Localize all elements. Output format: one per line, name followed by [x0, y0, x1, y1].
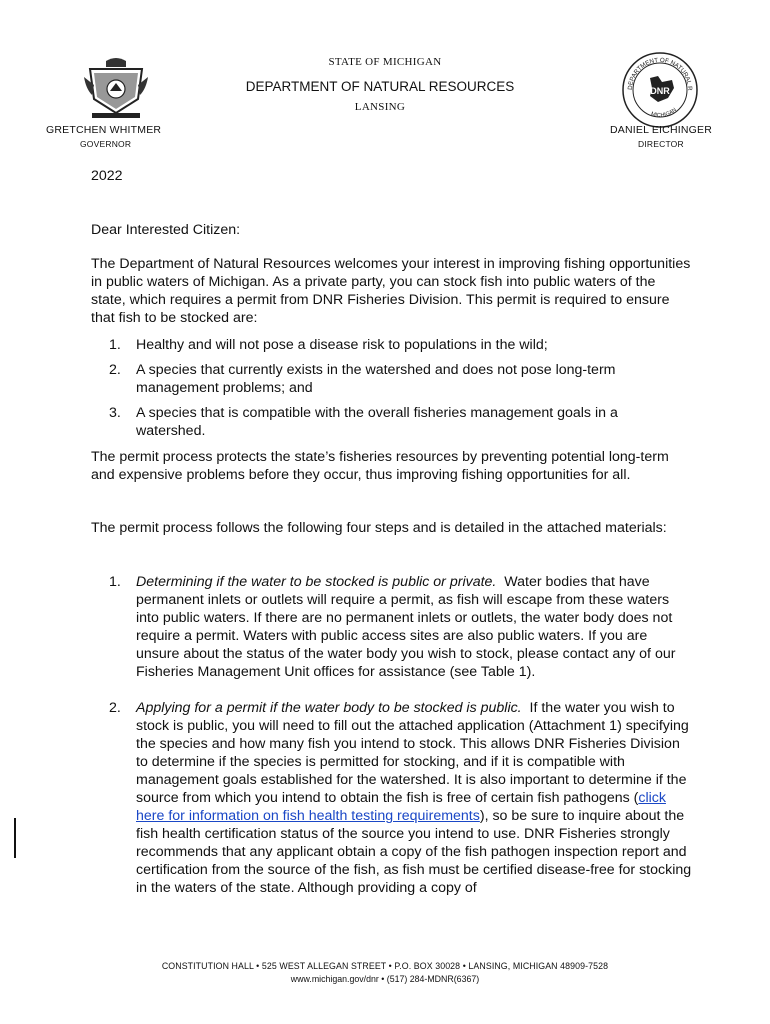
list-item: [109, 336, 689, 354]
intro-paragraph: The Department of Natural Resources welcomes your interest in improving fishing opportunities in public waters of Michigan. As a private party, you can stock fish into public waters of the state, which requires a permit from DNR Fisheries Division. This permit is required to ensure that fish to be stocked are:: [91, 256, 691, 326]
revision-bar: [14, 818, 16, 858]
fish-health-link[interactable]: click here for information on fish health testing requirements: [136, 790, 666, 824]
state-heading: STATE OF MICHIGAN: [328, 56, 442, 68]
svg-text:MICHIGAN: [650, 107, 678, 119]
list-item: [109, 361, 689, 397]
step-item: [109, 573, 694, 681]
seal-center-text: DNR: [650, 86, 670, 96]
seal-bottom-text: MICHIGAN: [650, 107, 678, 119]
salutation: Dear Interested Citizen:: [91, 222, 241, 238]
list-number: 3.: [109, 405, 121, 421]
steps-list: [109, 573, 694, 915]
requirements-list: [109, 336, 689, 447]
list-text: Healthy and will not pose a disease risk to populations in the wild;: [136, 337, 548, 353]
list-text: A species that currently exists in the watershed and does not pose long-term management problems; and: [136, 362, 616, 396]
list-number: 1.: [109, 337, 121, 353]
footer-address: CONSTITUTION HALL • 525 WEST ALLEGAN STREET • P.O. BOX 30028 • LANSING, MICHIGAN 48909-7528: [161, 961, 609, 971]
director-title: DIRECTOR: [638, 139, 684, 149]
seal-arc-text: DEPARTMENT OF NATURAL R: [626, 56, 694, 91]
step-body-continued: ), so be sure to inquire about the fish health certification status of the source you intend to use. DNR Fisheries strongly recommends that any applicant obtain a copy of the fish pathogen inspection report and certification from the source of the fish, as fish must be certified disease-free for stocking in the waters of the state. Although providing a copy of: [136, 808, 692, 896]
letter-year: 2022: [91, 168, 123, 184]
director-name: DANIEL EICHINGER: [610, 124, 712, 136]
step-number: 1.: [109, 574, 121, 590]
city-heading: LANSING: [354, 101, 406, 113]
governor-name: GRETCHEN WHITMER: [46, 124, 162, 136]
steps-intro-paragraph: The permit process follows the following four steps and is detailed in the attached materials:: [91, 520, 667, 536]
department-heading: DEPARTMENT OF NATURAL RESOURCES: [245, 79, 515, 94]
step-title: Applying for a permit if the water body to be stocked is public.: [136, 700, 522, 716]
list-text: A species that is compatible with the overall fisheries management goals in a watershed.: [136, 405, 618, 439]
step-title: Determining if the water to be stocked is public or private.: [136, 574, 497, 590]
step-number: 2.: [109, 700, 121, 716]
dnr-seal-icon: [620, 50, 700, 130]
governor-title: GOVERNOR: [80, 139, 132, 149]
step-body: Water bodies that have permanent inlets or outlets will require a permit, as fish will escape from these waters into public waters. If there are no permanent inlets or outlets, the water body does not require a permit. Waters with public access sites are also public waters. If you are unsure about the status of the water body you wish to stock, please contact any of our Fisheries Management Unit offices for assistance (see Table 1).: [136, 574, 676, 680]
list-item: [109, 404, 689, 440]
protects-paragraph: The permit process protects the state’s fisheries resources by preventing potential long-term and expensive problems before they occur, thus improving fishing opportunities for all.: [91, 449, 669, 483]
list-number: 2.: [109, 362, 121, 378]
step-item: [109, 699, 694, 897]
step-body: If the water you wish to stock is public, you will need to fill out the attached application (Attachment 1) specifying the species and how many fish you intend to stock. This allows DNR Fisheries Division to determine if the species is permitted for stocking, and if it is compatible with management goals established for the watershed. It is also important to determine if the source from which you intend to obtain the fish is free of certain fish pathogens (: [136, 700, 689, 806]
footer-contact: www.michigan.gov/dnr • (517) 284-MDNR(6367): [290, 974, 480, 984]
